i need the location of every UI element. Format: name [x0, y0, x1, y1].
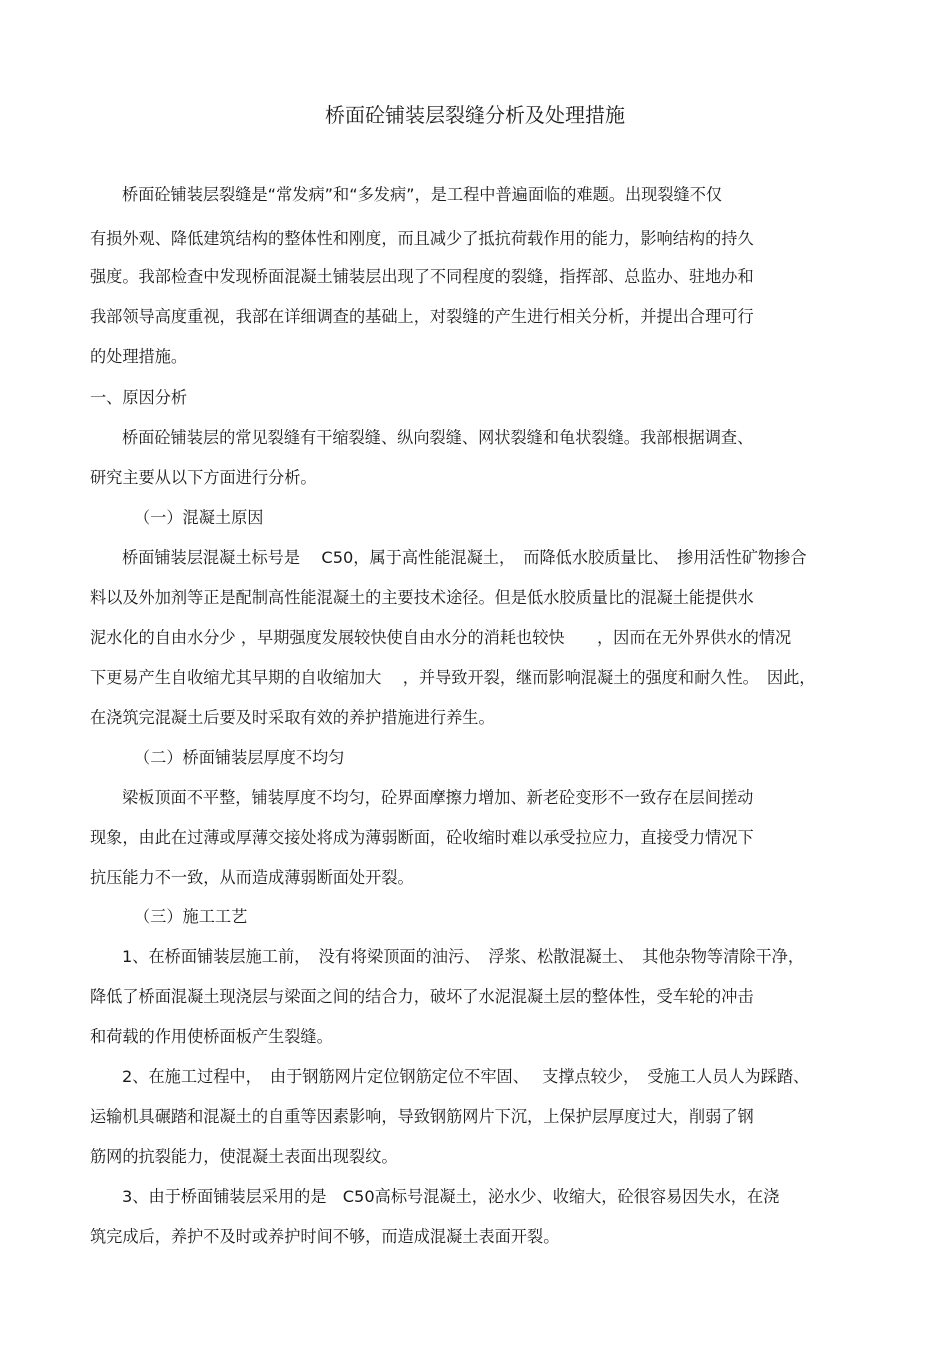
paragraph-line: 和荷载的作用使桥面板产生裂缝。	[90, 1027, 333, 1046]
subsection-heading: （一）混凝土原因	[134, 508, 264, 527]
paragraph-line: 研究主要从以下方面进行分析。	[90, 468, 317, 487]
paragraph-line: 下更易产生自收缩尤其早期的自收缩加大 ，并导致开裂，继而影响混凝土的强度和耐久性。 因此，	[90, 668, 816, 687]
paragraph-line: 有损外观、降低建筑结构的整体性和刚度，而且减少了抵抗荷载作用的能力，影响结构的持久	[90, 229, 754, 248]
paragraph-line: 筋网的抗裂能力，使混凝土表面出现裂纹。	[90, 1147, 398, 1166]
paragraph-line: 筑完成后，养护不及时或养护时间不够，而造成混凝土表面开裂。	[90, 1227, 560, 1246]
paragraph-line: 桥面铺装层混凝土标号是 C50，属于高性能混凝土， 而降低水胶质量比、 掺用活性矿物掺合	[122, 548, 807, 567]
paragraph-line: 强度。我部检查中发现桥面混凝土铺装层出现了不同程度的裂缝，指挥部、总监办、驻地办和	[90, 267, 754, 286]
subsection-heading: （三）施工工艺	[134, 907, 248, 926]
paragraph-line: 运输机具碾踏和混凝土的自重等因素影响，导致钢筋网片下沉，上保护层厚度过大，削弱了钢	[90, 1107, 754, 1126]
paragraph-line: 降低了桥面混凝土现浇层与梁面之间的结合力，破坏了水泥混凝土层的整体性，受车轮的冲击	[90, 987, 754, 1006]
document-title: 桥面砼铺装层裂缝分析及处理措施	[325, 103, 625, 127]
subsection-heading: （二）桥面铺装层厚度不均匀	[134, 748, 345, 767]
paragraph-line: 1、在桥面铺装层施工前， 没有将梁顶面的油污、 浮浆、松散混凝土、 其他杂物等清除干净，	[122, 947, 805, 966]
paragraph-line: 的处理措施。	[90, 347, 188, 366]
paragraph-line: 3、由于桥面铺装层采用的是 C50高标号混凝土，泌水少、收缩大，砼很容易因失水，在浇	[122, 1187, 780, 1206]
paragraph-line: 现象，由此在过薄或厚薄交接处将成为薄弱断面，砼收缩时难以承受拉应力，直接受力情况下	[90, 828, 754, 847]
paragraph-line: 梁板顶面不平整，铺装厚度不均匀，砼界面摩擦力增加、新老砼变形不一致存在层间搓动	[122, 788, 754, 807]
paragraph-line: 料以及外加剂等正是配制高性能混凝土的主要技术途径。但是低水胶质量比的混凝土能提供水	[90, 588, 754, 607]
section-heading: 一、原因分析	[90, 388, 188, 407]
paragraph-line: 在浇筑完混凝土后要及时采取有效的养护措施进行养生。	[90, 708, 495, 727]
paragraph-line: 泥水化的自由水分少 ，早期强度发展较快使自由水分的消耗也较快 ，因而在无外界供水的情况	[90, 628, 792, 647]
paragraph-line: 桥面砼铺装层的常见裂缝有干缩裂缝、纵向裂缝、网状裂缝和龟状裂缝。我部根据调查、	[122, 428, 754, 447]
paragraph-line: 抗压能力不一致，从而造成薄弱断面处开裂。	[90, 868, 414, 887]
paragraph-line: 我部领导高度重视，我部在详细调查的基础上，对裂缝的产生进行相关分析，并提出合理可行	[90, 307, 754, 326]
paragraph-line: 桥面砼铺装层裂缝是“常发病”和“多发病”，是工程中普遍面临的难题。出现裂缝不仅	[122, 185, 723, 204]
paragraph-line: 2、在施工过程中， 由于钢筋网片定位钢筋定位不牢固、 支撑点较少， 受施工人员人为踩踏、	[122, 1067, 810, 1086]
